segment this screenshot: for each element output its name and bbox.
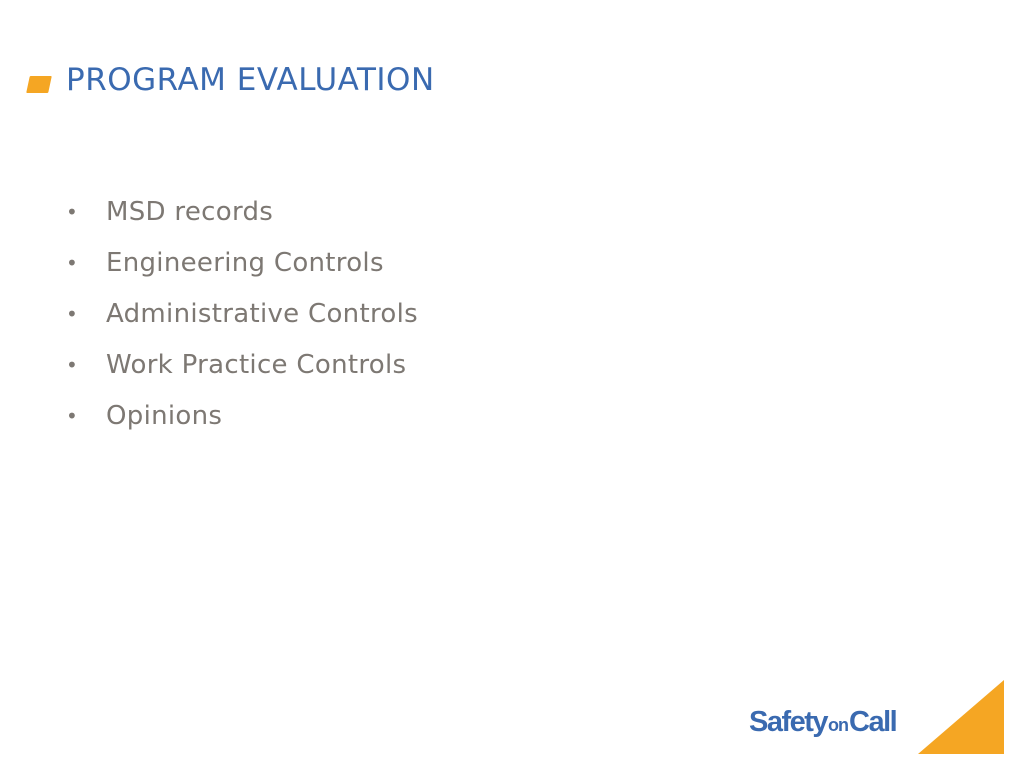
bullet-list (64, 192, 418, 447)
bullet-item (64, 192, 418, 243)
title-marker-shape (26, 76, 52, 93)
bullet-text: Administrative Controls (106, 299, 418, 329)
bullet-item (64, 243, 418, 294)
bullet-dot-icon: • (66, 302, 78, 326)
bullet-dot-icon: • (66, 251, 78, 275)
bullet-item (64, 294, 418, 345)
bullet-dot-icon: • (66, 404, 78, 428)
bullet-text: MSD records (106, 197, 274, 227)
logo-text-safety: Safety (749, 706, 828, 738)
bullet-dot-icon: • (66, 200, 78, 224)
bullet-text: Opinions (106, 401, 223, 431)
bullet-text: Work Practice Controls (106, 350, 407, 380)
bullet-item (64, 396, 418, 447)
bullet-text: Engineering Controls (106, 248, 384, 278)
bullet-dot-icon: • (66, 353, 78, 377)
slide-title: PROGRAM EVALUATION (66, 62, 435, 98)
logo-text-on: on (828, 715, 849, 735)
corner-triangle-decoration (918, 680, 1004, 754)
safety-on-call-logo (749, 706, 896, 746)
bullet-item (64, 345, 418, 396)
logo-text-call: Call (849, 706, 897, 738)
